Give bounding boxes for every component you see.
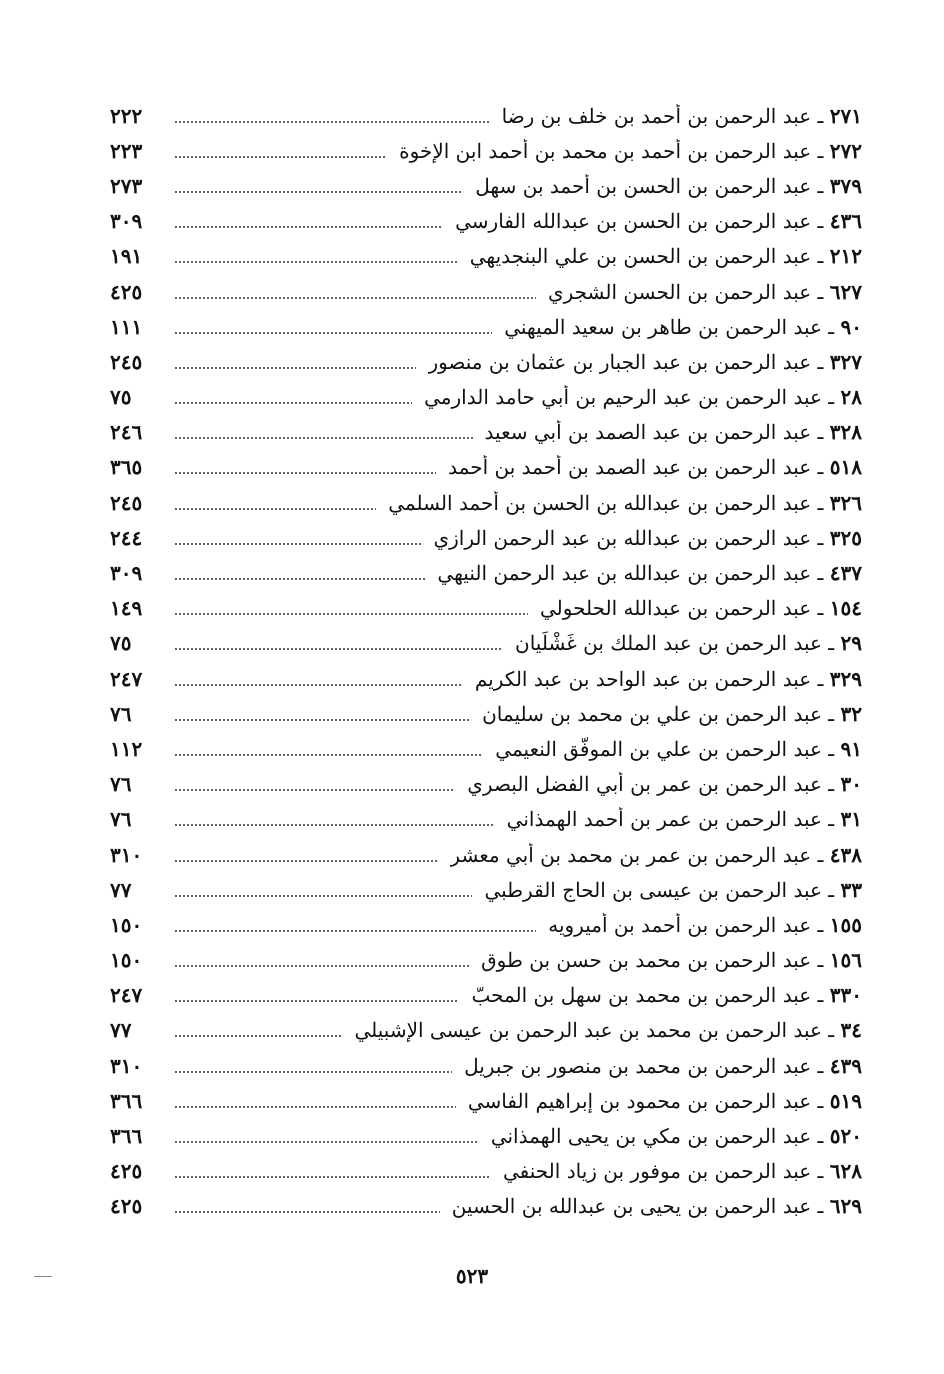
entry-name: عبد الرحمن بن عبد الجبار بن عثمان بن منصور <box>428 349 812 374</box>
entry-text <box>399 139 862 163</box>
index-entry <box>110 1048 862 1083</box>
entry-name: عبد الرحمن بن عبد الصمد بن أحمد بن أحمد <box>448 455 812 480</box>
entry-name: عبد الرحمن بن محمد بن عبد الرحمن بن عيسى الإشبيلي <box>354 1018 822 1043</box>
entry-number: ٤٣٩ <box>829 1053 862 1078</box>
entry-separator: ـ <box>817 842 824 867</box>
dot-leader <box>174 1000 459 1002</box>
dot-leader <box>174 261 458 263</box>
entry-text <box>491 1124 862 1148</box>
dot-leader <box>174 297 536 299</box>
entry-page-number: ٧٥ <box>110 631 132 656</box>
entry-page-number: ٣٠٩ <box>110 209 143 234</box>
dot-leader <box>174 613 528 615</box>
entry-number: ١٥٥ <box>829 912 862 937</box>
entry-number: ١٥٦ <box>829 948 862 973</box>
entry-number: ٣٢ <box>840 701 862 726</box>
entry-name: عبد الرحمن بن الحسن الشجري <box>547 279 812 304</box>
entry-name: عبد الرحمن بن عمر بن أبي الفضل البصري <box>467 772 822 797</box>
entry-number: ٦٢٨ <box>829 1159 862 1184</box>
entry-page-number: ٤٢٥ <box>110 1159 143 1184</box>
entry-page-number: ٣١٠ <box>110 1053 143 1078</box>
entry-separator: ـ <box>817 1159 824 1184</box>
entry-page-number: ٢٤٧ <box>110 666 143 691</box>
entry-name: عبد الرحمن بن علي بن محمد بن سليمان <box>482 701 822 726</box>
entry-page-number: ٧٦ <box>110 772 132 797</box>
dot-leader <box>174 824 495 826</box>
entry-separator: ـ <box>828 877 835 902</box>
entry-name: عبد الرحمن بن طاهر بن سعيد الميهني <box>504 314 822 339</box>
index-entry <box>110 204 862 239</box>
dot-leader <box>174 191 463 193</box>
index-entry <box>110 731 862 766</box>
entry-text <box>548 913 862 937</box>
entry-page-number: ٤٢٥ <box>110 279 143 304</box>
index-entry <box>110 1189 862 1224</box>
entry-page-number: ١١١ <box>110 314 143 339</box>
entry-name: عبد الرحمن بن أحمد بن أميرويه <box>548 912 812 937</box>
index-entry <box>110 907 862 942</box>
entry-page-number: ١٤٩ <box>110 596 143 621</box>
entry-separator: ـ <box>817 983 824 1008</box>
entry-name: عبد الرحمن بن عبد الصمد بن أبي سعيد <box>484 420 812 445</box>
entry-name: عبد الرحمن بن عمر بن أحمد الهمذاني <box>506 807 822 832</box>
index-entry <box>110 802 862 837</box>
entry-separator: ـ <box>828 736 835 761</box>
entry-name: عبد الرحمن بن محمود بن إبراهيم الفاسي <box>467 1088 812 1113</box>
entry-name: عبد الرحمن بن عبدالله بن عبد الرحمن الرازي <box>433 525 812 550</box>
entry-name: عبد الرحمن بن عبدالله بن الحسن بن أحمد السلمي <box>388 490 812 515</box>
index-entry <box>110 239 862 274</box>
dot-leader <box>174 895 472 897</box>
entry-text <box>495 737 862 761</box>
entry-name: عبد الرحمن بن الحسن بن أحمد بن سهل <box>475 173 812 198</box>
index-entry <box>110 1118 862 1153</box>
dot-leader <box>174 965 469 967</box>
entry-page-number: ٢٤٥ <box>110 490 143 515</box>
index-entry-list <box>110 98 862 1224</box>
entry-text <box>433 526 862 550</box>
entry-text <box>503 1159 862 1183</box>
entry-name: عبد الرحمن بن الحسن بن علي البنجديهي <box>469 244 812 269</box>
index-entry <box>110 520 862 555</box>
index-entry <box>110 943 862 978</box>
entry-number: ٩٠ <box>840 314 862 339</box>
entry-separator: ـ <box>828 631 835 656</box>
entry-separator: ـ <box>817 173 824 198</box>
entry-separator: ـ <box>817 209 824 234</box>
entry-number: ٣٠ <box>840 772 862 797</box>
entry-number: ١٥٤ <box>829 596 862 621</box>
entry-text <box>455 209 862 233</box>
entry-number: ٦٢٩ <box>829 1194 862 1219</box>
entry-name: عبد الرحمن بن محمد بن منصور بن جبريل <box>464 1053 812 1078</box>
entry-separator: ـ <box>817 1124 824 1149</box>
page-number: ٥٢٣ <box>455 1264 489 1288</box>
entry-separator: ـ <box>828 314 835 339</box>
index-entry <box>110 450 862 485</box>
entry-page-number: ٣١٠ <box>110 842 143 867</box>
entry-number: ٣٣٠ <box>829 983 862 1008</box>
entry-number: ٢١٢ <box>829 244 862 269</box>
entry-page-number: ٣٦٦ <box>110 1124 143 1149</box>
index-entry <box>110 1083 862 1118</box>
entry-page-number: ٧٥ <box>110 385 132 410</box>
entry-text <box>548 280 862 304</box>
entry-separator: ـ <box>817 525 824 550</box>
entry-text <box>475 667 862 691</box>
entry-text <box>507 807 862 831</box>
entry-name: عبد الرحمن بن علي بن الموفّق النعيمي <box>495 736 822 761</box>
entry-number: ٤٣٧ <box>829 561 862 586</box>
entry-number: ٣٢٩ <box>829 666 862 691</box>
entry-number: ٣١ <box>840 807 862 832</box>
entry-text <box>424 385 862 409</box>
entry-text <box>504 315 862 339</box>
entry-page-number: ١٥٠ <box>110 912 143 937</box>
dot-leader <box>174 930 536 932</box>
entry-separator: ـ <box>817 1053 824 1078</box>
index-entry <box>110 837 862 872</box>
dot-leader <box>174 121 490 123</box>
entry-name: عبد الرحمن بن عبدالله بن عبد الرحمن النيهي <box>437 561 812 586</box>
entry-page-number: ٣٦٥ <box>110 455 143 480</box>
entry-number: ٣٣ <box>840 877 862 902</box>
entry-separator: ـ <box>817 244 824 269</box>
entry-text <box>354 1018 862 1042</box>
entry-name: عبد الرحمن بن الحسن بن عبدالله الفارسي <box>455 209 812 234</box>
entry-page-number: ٢٢٢ <box>110 103 143 128</box>
entry-separator: ـ <box>817 455 824 480</box>
index-entry <box>110 133 862 168</box>
index-entry <box>110 591 862 626</box>
entry-page-number: ٤٢٥ <box>110 1194 143 1219</box>
entry-page-number: ٣٦٦ <box>110 1088 143 1113</box>
dot-leader <box>174 1211 440 1213</box>
dot-leader <box>174 860 438 862</box>
entry-text <box>468 1089 862 1113</box>
entry-number: ٣٤ <box>840 1018 862 1043</box>
entry-separator: ـ <box>817 490 824 515</box>
entry-number: ٢٨ <box>840 385 862 410</box>
entry-separator: ـ <box>817 948 824 973</box>
dot-leader <box>174 367 416 369</box>
entry-separator: ـ <box>817 279 824 304</box>
entry-separator: ـ <box>817 138 824 163</box>
dot-leader <box>174 1176 491 1178</box>
dot-leader <box>174 402 412 404</box>
entry-name: عبد الرحمن بن مكي بن يحيى الهمذاني <box>490 1124 812 1149</box>
index-entry <box>110 485 862 520</box>
entry-text <box>450 843 862 867</box>
entry-text <box>464 1054 862 1078</box>
entry-name: عبد الرحمن بن عبدالله الحلحولي <box>540 596 812 621</box>
entry-text <box>471 983 862 1007</box>
entry-separator: ـ <box>817 561 824 586</box>
dot-leader <box>174 226 443 228</box>
entry-number: ٥١٨ <box>829 455 862 480</box>
entry-separator: ـ <box>817 103 824 128</box>
dot-leader <box>174 789 455 791</box>
entry-page-number: ٢٧٣ <box>110 173 143 198</box>
entry-separator: ـ <box>817 1194 824 1219</box>
entry-separator: ـ <box>828 807 835 832</box>
entry-page-number: ٢٤٦ <box>110 420 143 445</box>
dot-leader <box>174 1106 456 1108</box>
entry-separator: ـ <box>817 349 824 374</box>
index-entry <box>110 1013 862 1048</box>
entry-separator: ـ <box>828 385 835 410</box>
entry-separator: ـ <box>817 912 824 937</box>
entry-number: ٢٧١ <box>829 103 862 128</box>
entry-text <box>515 631 862 655</box>
entry-page-number: ٢٤٧ <box>110 983 143 1008</box>
dot-leader <box>174 648 503 650</box>
entry-page-number: ١١٢ <box>110 736 143 761</box>
entry-number: ٣٢٧ <box>829 349 862 374</box>
entry-name: عبد الرحمن بن أحمد بن محمد بن أحمد ابن الإخوة <box>399 138 812 163</box>
entry-name: عبد الرحمن بن عيسى بن الحاج القرطبي <box>484 877 822 902</box>
entry-text <box>485 420 862 444</box>
dot-leader <box>174 578 425 580</box>
dot-leader <box>174 437 473 439</box>
index-entry <box>110 661 862 696</box>
entry-number: ٥١٩ <box>829 1088 862 1113</box>
entry-number: ٣٢٥ <box>829 525 862 550</box>
entry-page-number: ٧٦ <box>110 807 132 832</box>
dot-leader <box>174 719 470 721</box>
entry-page-number: ٢٤٤ <box>110 525 143 550</box>
entry-text <box>481 948 862 972</box>
entry-name: عبد الرحمن بن عمر بن محمد بن أبي معشر <box>450 842 812 867</box>
entry-name: عبد الرحمن بن محمد بن سهل بن المحبّ <box>471 983 812 1008</box>
entry-name: عبد الرحمن بن عبد الرحيم بن أبي حامد الدارمي <box>424 385 822 410</box>
dot-leader <box>174 156 387 158</box>
index-entry <box>110 872 862 907</box>
index-entry <box>110 344 862 379</box>
entry-text <box>467 772 862 796</box>
entry-name: عبد الرحمن بن أحمد بن خلف بن رضا <box>501 103 812 128</box>
entry-separator: ـ <box>817 666 824 691</box>
entry-page-number: ٢٢٣ <box>110 138 143 163</box>
entry-page-number: ٧٦ <box>110 701 132 726</box>
index-entry <box>110 415 862 450</box>
entry-number: ٤٣٦ <box>829 209 862 234</box>
dot-leader <box>174 332 492 334</box>
entry-page-number: ٣٠٩ <box>110 561 143 586</box>
entry-number: ٦٢٧ <box>829 279 862 304</box>
index-entry <box>110 626 862 661</box>
entry-text <box>452 1194 862 1218</box>
index-entry <box>110 274 862 309</box>
entry-text <box>502 104 862 128</box>
entry-separator: ـ <box>817 596 824 621</box>
dot-leader <box>174 1071 452 1073</box>
entry-text <box>482 702 862 726</box>
dot-leader <box>174 1035 342 1037</box>
entry-page-number: ٧٧ <box>110 1018 132 1043</box>
index-entry <box>110 978 862 1013</box>
entry-separator: ـ <box>817 420 824 445</box>
entry-name: عبد الرحمن بن عبد الملك بن غَشْلَيان <box>515 631 822 656</box>
margin-mark <box>34 1276 52 1277</box>
index-entry <box>110 767 862 802</box>
entry-number: ٤٣٨ <box>829 842 862 867</box>
entry-separator: ـ <box>817 1088 824 1113</box>
entry-number: ٣٢٦ <box>829 490 862 515</box>
dot-leader <box>174 508 376 510</box>
entry-number: ٣٢٨ <box>829 420 862 445</box>
entry-name: عبد الرحمن بن يحيى بن عبدالله بن الحسين <box>451 1194 812 1219</box>
entry-text <box>448 455 862 479</box>
entry-page-number: ١٩١ <box>110 244 143 269</box>
index-entry <box>110 696 862 731</box>
entry-text <box>470 244 862 268</box>
entry-text <box>437 561 862 585</box>
index-entry <box>110 1154 862 1189</box>
entry-text <box>388 491 862 515</box>
dot-leader <box>174 543 421 545</box>
entry-page-number: ٧٧ <box>110 877 132 902</box>
index-entry <box>110 309 862 344</box>
dot-leader <box>174 754 483 756</box>
entry-name: عبد الرحمن بن محمد بن حسن بن طوق <box>481 948 812 973</box>
entry-number: ٥٢٠ <box>829 1124 862 1149</box>
entry-name: عبد الرحمن بن موفور بن زياد الحنفي <box>502 1159 812 1184</box>
entry-number: ٢٧٢ <box>829 138 862 163</box>
entry-text <box>540 596 862 620</box>
entry-text <box>475 174 862 198</box>
dot-leader <box>174 472 436 474</box>
index-entry <box>110 555 862 590</box>
entry-number: ٩١ <box>840 736 862 761</box>
entry-page-number: ٢٤٥ <box>110 349 143 374</box>
entry-separator: ـ <box>828 1018 835 1043</box>
entry-text <box>484 878 862 902</box>
dot-leader <box>174 1141 479 1143</box>
entry-name: عبد الرحمن بن عبد الواحد بن عبد الكريم <box>474 666 812 691</box>
entry-text <box>428 350 862 374</box>
index-entry <box>110 380 862 415</box>
dot-leader <box>174 684 463 686</box>
index-entry <box>110 98 862 133</box>
entry-number: ٣٧٩ <box>829 173 862 198</box>
entry-separator: ـ <box>828 701 835 726</box>
entry-number: ٢٩ <box>840 631 862 656</box>
entry-page-number: ١٥٠ <box>110 948 143 973</box>
index-entry <box>110 168 862 203</box>
entry-separator: ـ <box>828 772 835 797</box>
